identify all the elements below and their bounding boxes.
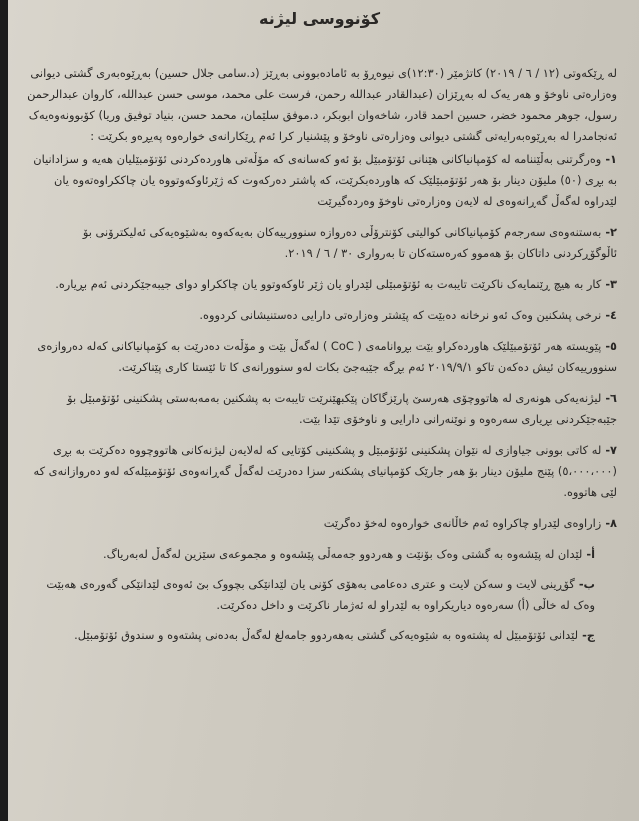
sub-item-letter: أ-	[586, 547, 595, 561]
document-body	[8, 0, 639, 646]
sub-list-item	[22, 544, 595, 565]
item-text: لیژنەیەکی هونەری لە هاتووچۆی هەرسێ پارێزگاکان پێکبهێنرێت تایبەت بە پشکنین بەمەبەستی پشکنینی ئۆتۆمبێل بۆ جێبەجێکردنی بڕیاری سەرەوە و نوێنەرانی دارایی و ناوخۆی تێدا بێت.	[67, 391, 617, 426]
item-number: ٢-	[605, 225, 617, 239]
item-text: لە کاتی بوونی جیاوازی لە نێوان پشکنینی ئۆتۆمبێل و پشکنینی کۆتایی کە لەلایەن لیژنەکانی هاتووچووە دەکرێت بە بڕی (٥،٠٠٠،٠٠٠) پێنج ملیۆن دینار بۆ هەر جارێک کۆمپانیای پشکنەر سزا دەدرێت لەگەڵ گەڕانەوەی ئۆتۆمبێلەکە لەو دەروازانەی کە لێی هاتووە.	[33, 443, 617, 499]
item-text: وەرگرتنی بەڵێننامە لە کۆمپانیاکانی هێنانی ئۆتۆمبێل بۆ ئەو کەسانەی کە مۆڵەتی هاوردەکردنی ئۆتۆمبێلیان هەیە و سزادانیان بە بڕی (٥٠) ملیۆن دینار بۆ هەر ئۆتۆمبێلێک کە هاوردەبکرێت، کە پاشتر دەرکەوت کە ژێرئاوکەوتووە یان چاککراوەتەوە یان لێدراوە لەگەڵ گەڕانەوەی لە لایەن وەزارەتی ناوخۆ وەردەگیرێت	[33, 152, 617, 208]
item-text: بەستنەوەی سەرجەم کۆمپانیاکانی کوالیتی کۆنترۆڵی دەروازە سنوورییەکان بەیەکەوە بەشێوەیەکی ئەلیکترۆنی بۆ ئاڵوگۆڕکردنی داتاکان بۆ هەموو کەرەستەکان تا بەرواری ٣٠ / ٦ / ٢٠١٩.	[82, 225, 617, 260]
item-number: ٨-	[605, 516, 617, 530]
item-number: ٧-	[605, 443, 617, 457]
item-number: ٤-	[605, 308, 617, 322]
sub-item-text: لێدان لە پێشەوە بە گشتی وەک بۆنێت و هەردوو جەمەڵی پێشەوە و مجموعەی سێزین لەگەڵ لەبەریاگ.	[103, 547, 583, 561]
item-number: ١-	[605, 152, 617, 166]
list-item	[22, 149, 617, 212]
sub-item-letter: ب-	[578, 577, 595, 591]
list-item	[22, 305, 617, 326]
item-number: ٥-	[605, 339, 617, 353]
list-item	[22, 388, 617, 430]
list-item	[22, 513, 617, 534]
list-item	[22, 440, 617, 503]
item-text: پێویستە هەر ئۆتۆمبێلێک هاوردەکراو بێت بڕوانامەی ( CoC ) لەگەڵ بێت و مۆڵەت دەدرێت بە کۆمپانیاکانی کەلە دەروازەی سنوورییەکان ئیش دەکەن تاکو ٢٠١٩/٩/١ ئەم بڕگە جێبەجێ بکات لەو سنوورانەی کا تا ئێستا کاری پێناکرێت.	[37, 339, 617, 374]
sub-list-item	[22, 625, 595, 646]
document-title: کۆنووسی لیژنە	[258, 9, 380, 28]
sub-item-text: گۆڕینی لایت و سەکن لایت و عتری دەعامی بەهۆی کۆنی یان لێدانێکی بچووک بێ ئەوەی لێدانێکی گەورەی هەبێت وەک لە خاڵی (أ) سەرەوە دیاریکراوە بە لێدراو لە ئەژمار ناکرێت و داخل دەکرێت.	[46, 577, 595, 612]
sub-item-text: لێدانی ئۆتۆمبێل لە پشتەوە بە شێوەیەکی گشتی بەهەردوو جامەلغ لەگەڵ بەدەنی پشتەوە و سندوق ئۆتۆمبێل.	[74, 628, 579, 642]
intro-paragraph: لە ڕێکەوتی (١٢ / ٦ / ٢٠١٩) کاتژمێر (١٢:٣٠)ی نیوەڕۆ بە ئامادەبوونی بەڕێز (د.سامی جلال حسین) بەڕێوەبەری گشتی دیوانی وەزارەتی ناوخۆ و هەر یەک لە بەڕێزان (عبدالقادر عبدالله رحمن، فرست علی محمد، موسی حسن عبدالله، کاروان عبدالرحمن رسول، جوهر محمود خضر، حسین احمد قادر، شاخەوان ابوبکر، د.موفق سلێمان، محمد حسن، بنیاد توفیق وریا) کۆبوونەوەیەک ئەنجامدرا لە بەڕێوەبەرایەتی گشتی دیوانی وەزارەتی ناوخۆ و پێشنیار کرا ئەم ڕێکارانەی خوارەوە پەیڕەو بکرێت :	[27, 66, 617, 143]
item-text: نرخی پشکنین وەک ئەو نرخانە دەبێت کە پێشتر وەزارەتی دارایی دەستنیشانی کردووە.	[199, 308, 602, 322]
list-item	[22, 336, 617, 378]
item-text: کار بە هیچ ڕێنمایەک ناکرێت تایبەت بە ئۆتۆمبێلی لێدراو یان ژێر ئاوکەوتوو یان چاککراو دوای جیبەجێکردنی ئەم بڕیارە.	[55, 277, 602, 291]
list-item	[22, 222, 617, 264]
list-item	[22, 274, 617, 295]
item-number: ٦-	[605, 391, 617, 405]
sub-item-letter: ج-	[582, 628, 595, 642]
sub-list-item	[22, 574, 595, 616]
item-number: ٣-	[605, 277, 617, 291]
item-text: زاراوەی لێدراو چاکراوە ئەم خاڵانەی خوارەوە لەخۆ دەگرێت	[323, 516, 602, 530]
paper-sheet	[8, 0, 639, 821]
